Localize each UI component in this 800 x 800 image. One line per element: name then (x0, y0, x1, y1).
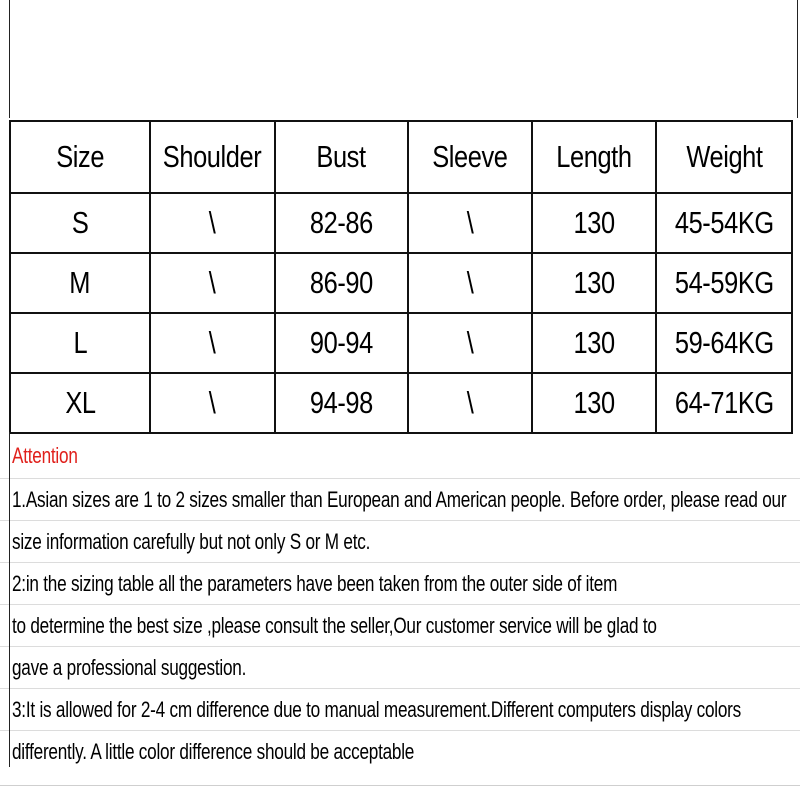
table-header-row (10, 121, 792, 193)
cell-bust: 82-86 (275, 193, 408, 253)
size-chart-table (9, 120, 793, 434)
note-line: gave a professional suggestion. (12, 655, 247, 680)
note-line: size information carefully but not only S or M etc. (12, 529, 371, 554)
cell-shoulder: \ (150, 253, 275, 313)
table-row (10, 193, 792, 253)
cell-sleeve: \ (408, 373, 532, 433)
cell-length: 130 (532, 193, 656, 253)
attention-notes (9, 432, 791, 767)
note-line: differently. A little color difference should be acceptable (12, 739, 415, 764)
cell-length: 130 (532, 313, 656, 373)
header-sleeve: Sleeve (408, 121, 532, 193)
cell-size: XL (10, 373, 150, 433)
cell-bust: 86-90 (275, 253, 408, 313)
cell-sleeve: \ (408, 253, 532, 313)
cell-sleeve: \ (408, 313, 532, 373)
attention-heading: Attention (12, 443, 78, 468)
header-bust: Bust (275, 121, 408, 193)
cell-sleeve: \ (408, 193, 532, 253)
cell-length: 130 (532, 253, 656, 313)
cell-shoulder: \ (150, 313, 275, 373)
table-row (10, 373, 792, 433)
cell-shoulder: \ (150, 373, 275, 433)
note-line: to determine the best size ,please consult the seller,Our customer service will be glad to (12, 613, 657, 638)
table-row (10, 253, 792, 313)
cell-weight: 64-71KG (656, 373, 792, 433)
cell-shoulder: \ (150, 193, 275, 253)
sheet-gridline (0, 785, 800, 786)
header-weight: Weight (656, 121, 792, 193)
cell-weight: 45-54KG (656, 193, 792, 253)
cell-size: S (10, 193, 150, 253)
header-shoulder: Shoulder (150, 121, 275, 193)
header-length: Length (532, 121, 656, 193)
cell-bust: 90-94 (275, 313, 408, 373)
note-line: 3:It is allowed for 2-4 cm difference due to manual measurement.Different computers display colors (12, 697, 741, 722)
cell-bust: 94-98 (275, 373, 408, 433)
cell-length: 130 (532, 373, 656, 433)
cell-size: L (10, 313, 150, 373)
header-size: Size (10, 121, 150, 193)
cell-weight: 59-64KG (656, 313, 792, 373)
blank-header-area (9, 0, 798, 118)
cell-size: M (10, 253, 150, 313)
note-line: 1.Asian sizes are 1 to 2 sizes smaller than European and American people. Before order, please read our (12, 487, 787, 512)
table-row (10, 313, 792, 373)
cell-weight: 54-59KG (656, 253, 792, 313)
note-line: 2:in the sizing table all the parameters have been taken from the outer side of item (12, 571, 618, 596)
